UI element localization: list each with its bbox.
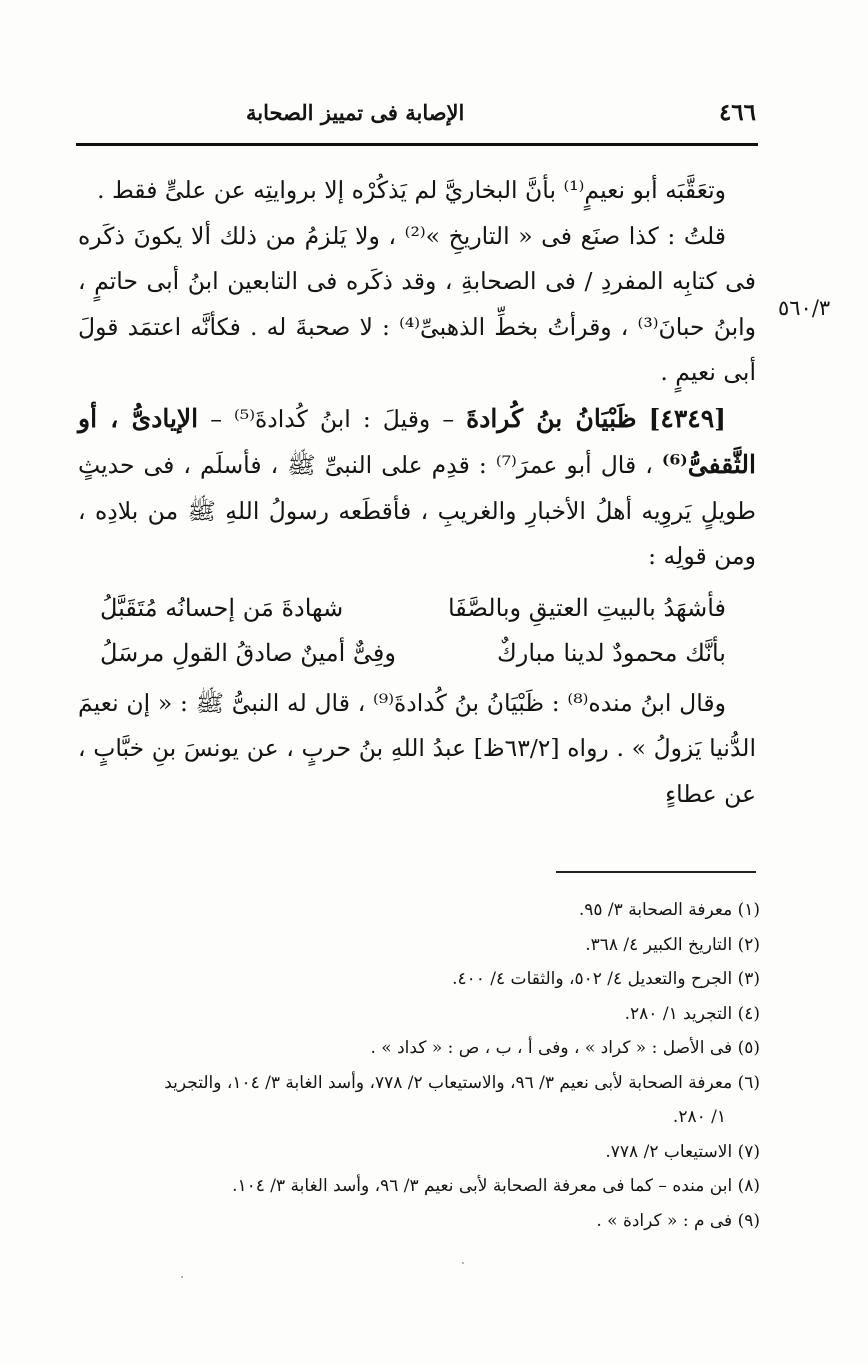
scan-speck (462, 1262, 464, 1264)
footnote: (٣) الجرح والتعديل ٤/ ٥٠٢، والثقات ٤/ ٤٠٠. (452, 969, 760, 989)
footnote: (٥) فى الأصل : « كراد » ، وفى أ ، ب ، ص : « كداد » . (370, 1038, 760, 1058)
page-number: ٤٦٦ (718, 98, 756, 126)
footnote: (١) معرفة الصحابة ٣/ ٩٥. (578, 900, 760, 920)
scan-speck (181, 1276, 183, 1278)
entry-name: ظَبْيَانُ بنُ كُرادةَ (466, 403, 637, 433)
verse-line-2 (78, 631, 756, 677)
paragraph-2: قلتُ : كذا صنَع فى « التاريخِ »⁽²⁾ ، ولا يَلزمُ من ذلك ألا يكونَ ذكَره فى كتابِه المفردِ / فى الصحابةِ ، وقد ذكَره فى التابعين ابنُ أبى حاتمٍ ، وابنُ حبانَ⁽³⁾ ، وقرأتُ بخطِّ الذهبىِّ⁽⁴⁾ : لا صحبةَ له . فكأنَّه اعتمَد قولَ أبى نعيمٍ . (78, 221, 756, 386)
footnote: (٤) التجريد ١/ ٢٨٠. (624, 1003, 760, 1024)
footnote-continuation: ١/ ٢٨٠. (672, 1107, 726, 1127)
main-text (78, 168, 756, 817)
verse-2-second-hemistich: وفِىٌّ أمينٌ صادقُ القولِ مرسَلُ (100, 639, 396, 667)
footnote: (٦) معرفة الصحابة لأبى نعيم ٣/ ٩٦، والاستيعاب ٢/ ٧٧٨، وأسد الغابة ٣/ ١٠٤، والتجريد (164, 1072, 760, 1093)
paragraph-4: وقال ابنُ منده⁽⁸⁾ : ظَبْيَانُ بنُ كُدادةَ⁽⁹⁾ ، قال له النبىُّ ﷺ : « إن نعيمَ الدُّنيا يَزولُ » . رواه [٦٣/٢ظ] عبدُ اللهِ بنُ حربٍ ، عن يونسَ بنِ خبَّابٍ ، عن عطاءٍ (78, 688, 756, 808)
footnote: (٢) التاريخ الكبير ٤/ ٣٦٨. (585, 934, 760, 955)
page-header (78, 92, 756, 132)
entry-text: ، قال أبو عمرَ⁽⁷⁾ : قدِم على النبىِّ ﷺ ، فأسلَم ، فى حديثٍ طويلٍ يَروِيه أهلُ الأخبارِ والغريبِ ، فأقطَعه رسولُ اللهِ ﷺ من بلادِه ، ومن قولِه : (78, 451, 756, 570)
paragraph-1: وتعَقَّبَه أبو نعيمٍ⁽¹⁾ بأنَّ البخاريَّ لم يَذكُرْه إلا بروايتِه عن علىٍّ فقط . (97, 176, 726, 204)
footnote: (٩) فى م : « كرادة » . (596, 1210, 760, 1231)
running-title: الإصابة فى تمييز الصحابة (246, 99, 465, 125)
entry-nisba: الإيادىُّ ، أو الثَّقفىُّ⁽⁶⁾ (78, 403, 756, 479)
header-rule (76, 143, 758, 146)
verse-1-first-hemistich: فأشهَدُ بالبيتِ العتيقِ وبالصَّفَا (447, 593, 726, 622)
footnote: (٧) الاستيعاب ٢/ ٧٧٨. (605, 1141, 760, 1162)
verse-1-second-hemistich: شهادةَ مَن إحسانُه مُتَقَبَّلُ (100, 593, 344, 622)
footnotes (78, 893, 760, 1238)
margin-page-reference: ٥٦٠/٣ (778, 296, 831, 320)
verse-2-first-hemistich: بأنَّك محمودٌ لدينا مباركٌ (496, 639, 726, 667)
footnote-rule (556, 871, 756, 873)
entry-alternate-name: – وقيلَ : ابنُ كُدادةَ⁽⁵⁾ – (210, 404, 455, 433)
verse-line-1 (78, 586, 756, 632)
poem (78, 586, 756, 677)
footnote: (٨) ابن منده – كما فى معرفة الصحابة لأبى نعيم ٣/ ٩٦، وأسد الغابة ٣/ ١٠٤. (232, 1176, 760, 1196)
entry-number: [٤٣٤٩] (648, 403, 726, 433)
biography-entry (78, 396, 756, 580)
